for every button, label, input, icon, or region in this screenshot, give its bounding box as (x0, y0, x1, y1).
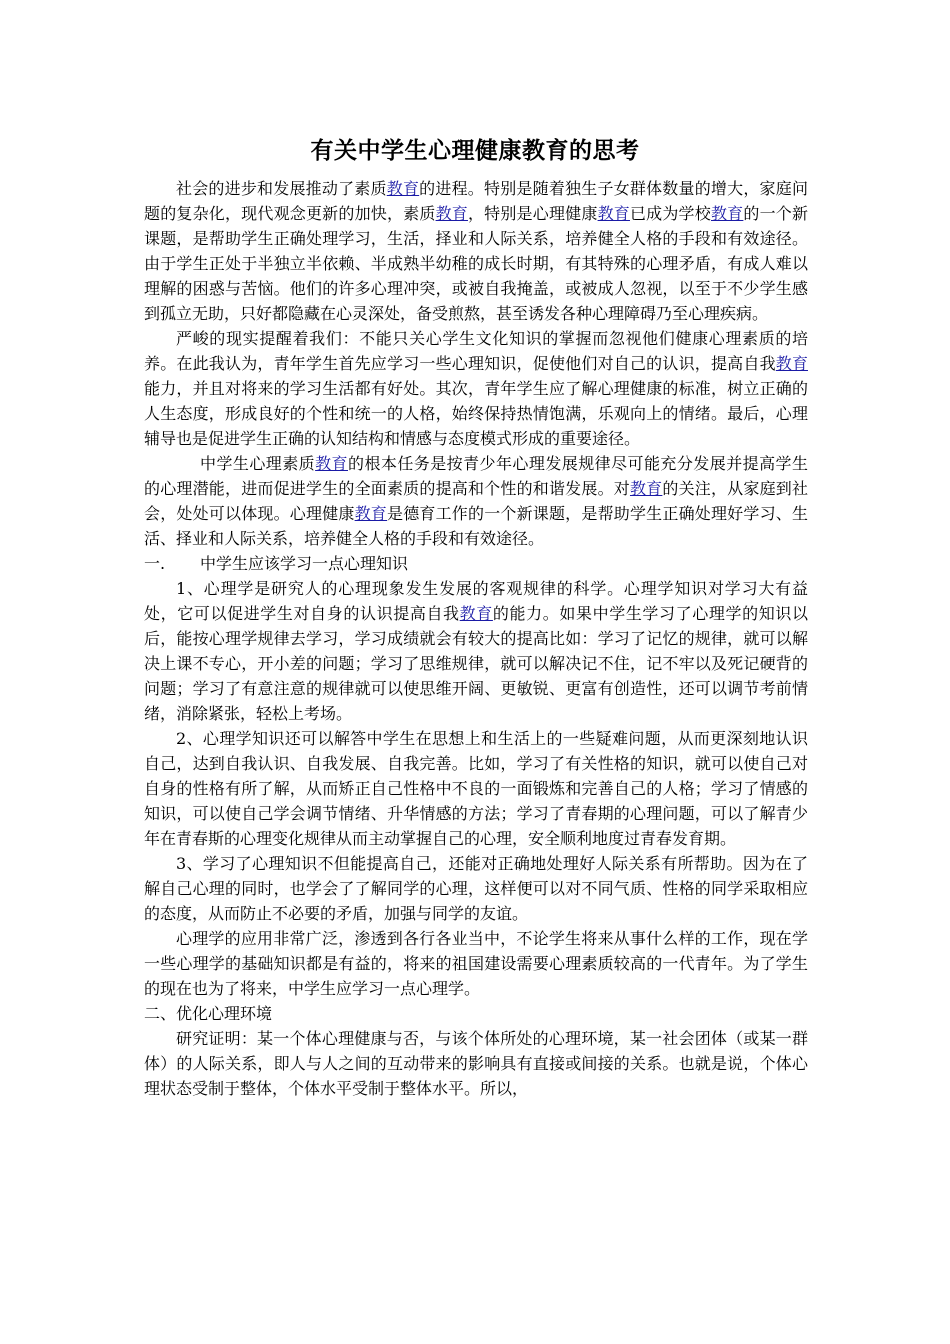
text-run: 中学生应该学习一点心理知识 (200, 554, 409, 573)
document-title: 有关中学生心理健康教育的思考 (310, 138, 640, 164)
section-heading (144, 551, 808, 576)
text-run: 二、优化心理环境 (144, 1004, 273, 1023)
body-paragraph (144, 851, 808, 926)
text-run: ，特别是心理健康 (467, 204, 598, 223)
keyword-link[interactable]: 教育 (435, 204, 468, 223)
text-run: 的根本任务是按青少年心理发展规律尽可能充分发展并提高学生的心理潜能，进而促进学生的全面素质的提高和个性的和谐发展。对 (144, 454, 808, 498)
text-run: 心理学的应用非常广泛，渗透到各行各业当中，不论学生将来从事什么样的工作，现在学一些心理学的基础知识都是有益的，将来的祖国建设需要心理素质较高的一代青年。为了学生的现在也为了将来，中学生应学习一点心理学。 (144, 929, 808, 998)
text-run: 是德育工作的一个新课题，是帮助学生正确处理好学习、生活、择业和人际关系，培养健全人格的手段和有效途径。 (144, 504, 808, 548)
section-number: 一. (144, 554, 166, 573)
keyword-link[interactable]: 教育 (629, 479, 663, 498)
body-paragraph (144, 1026, 808, 1101)
keyword-link[interactable]: 教育 (354, 504, 387, 523)
keyword-link[interactable]: 教育 (597, 204, 630, 223)
text-run: 已成为学校 (629, 204, 711, 223)
keyword-link[interactable]: 教育 (386, 179, 420, 198)
text-run: 1、心理学是研究人的心理现象发生发展的客观规律的科学。心理学知识对学习大有益处，它可以促进学生对自身的认识提高自我 (144, 579, 808, 623)
text-run: 的能力。如果中学生学习了心理学的知识以后，能按心理学规律去学习，学习成绩就会有较大的提高比如：学习了记忆的规律，就可以解决上课不专心，开小差的问题；学习了思维规律，就可以解决记不住，记不牢以及死记硬背的问题；学习了有意注意的规律就可以使思维开阔、更敏锐、更富有创造性，还可以调节考前情绪，消除紧张，轻松上考场。 (144, 604, 808, 723)
body-paragraph (144, 176, 808, 326)
keyword-link[interactable]: 教育 (710, 204, 744, 223)
body-paragraph (144, 926, 808, 1001)
text-run: 的进程。特别是随着独生子女群体数量的增大，家庭问题的复杂化，现代观念更新的加快，素质 (144, 179, 808, 223)
text-run: 能力，并且对将来的学习生活都有好处。其次，青年学生应了解心理健康的标准，树立正确的人生态度，形成良好的个性和统一的人格，始终保持热情饱满，乐观向上的情绪。最后，心理辅导也是促进学生正确的认知结构和情感与态度模式形成的重要途径。 (144, 379, 808, 448)
text-run: 社会的进步和发展推动了素质 (176, 179, 387, 198)
text-run: 2、心理学知识还可以解答中学生在思想上和生活上的一些疑难问题，从而更深刻地认识自己，达到自我认识、自我发展、自我完善。比如，学习了有关性格的知识，就可以使自己对自身的性格有所了解，从而矫正自己性格中不良的一面锻炼和完善自己的人格；学习了情感的知识，可以使自己学会调节情绪、升华情感的方法；学习了青春期的心理问题，可以了解青少年在青春斯的心理变化规律从而主动掌握自己的心理，安全顺利地度过青春发育期。 (144, 729, 808, 848)
text-run: 严峻的现实提醒着我们：不能只关心学生文化知识的掌握而忽视他们健康心理素质的培养。在此我认为，青年学生首先应学习一些心理知识，促使他们对自己的认识，提高自我 (144, 329, 808, 373)
keyword-link[interactable]: 教育 (775, 354, 808, 373)
text-run: 的一个新课题，是帮助学生正确处理学习，生活，择业和人际关系，培养健全人格的手段和有效途径。由于学生正处于半独立半依赖、半成熟半幼稚的成长时期，有其特殊的心理矛盾，有成人难以理解的困惑与苦恼。他们的许多心理冲突，或被自我掩盖，或被成人忽视，以至于不少学生感到孤立无助，只好都隐藏在心灵深处，备受煎熬，甚至诱发各种心理障碍乃至心理疾病。 (144, 204, 808, 323)
text-run: 中学生心理素质 (200, 454, 316, 473)
section-heading (144, 1001, 808, 1026)
body-paragraph (144, 451, 808, 551)
body-paragraph (144, 576, 808, 726)
text-run: 研究证明：某一个体心理健康与否，与该个体所处的心理环境，某一社会团体（或某一群体）的人际关系，即人与人之间的互动带来的影响具有直接或间接的关系。也就是说，个体心理状态受制于整体，个体水平受制于整体水平。所以， (144, 1029, 808, 1098)
text-run: 3、学习了心理知识不但能提高自己，还能对正确地处理好人际关系有所帮助。因为在了解自己心理的同时，也学会了了解同学的心理，这样便可以对不同气质、性格的同学采取相应的态度，从而防止不必要的矛盾，加强与同学的友谊。 (144, 854, 808, 923)
document-body (144, 176, 808, 1101)
keyword-link[interactable]: 教育 (315, 454, 348, 473)
body-paragraph (144, 326, 808, 451)
keyword-link[interactable]: 教育 (459, 604, 493, 623)
body-paragraph (144, 726, 808, 851)
text-run: 的关注，从家庭到社会，处处可以体现。心理健康 (144, 479, 808, 523)
